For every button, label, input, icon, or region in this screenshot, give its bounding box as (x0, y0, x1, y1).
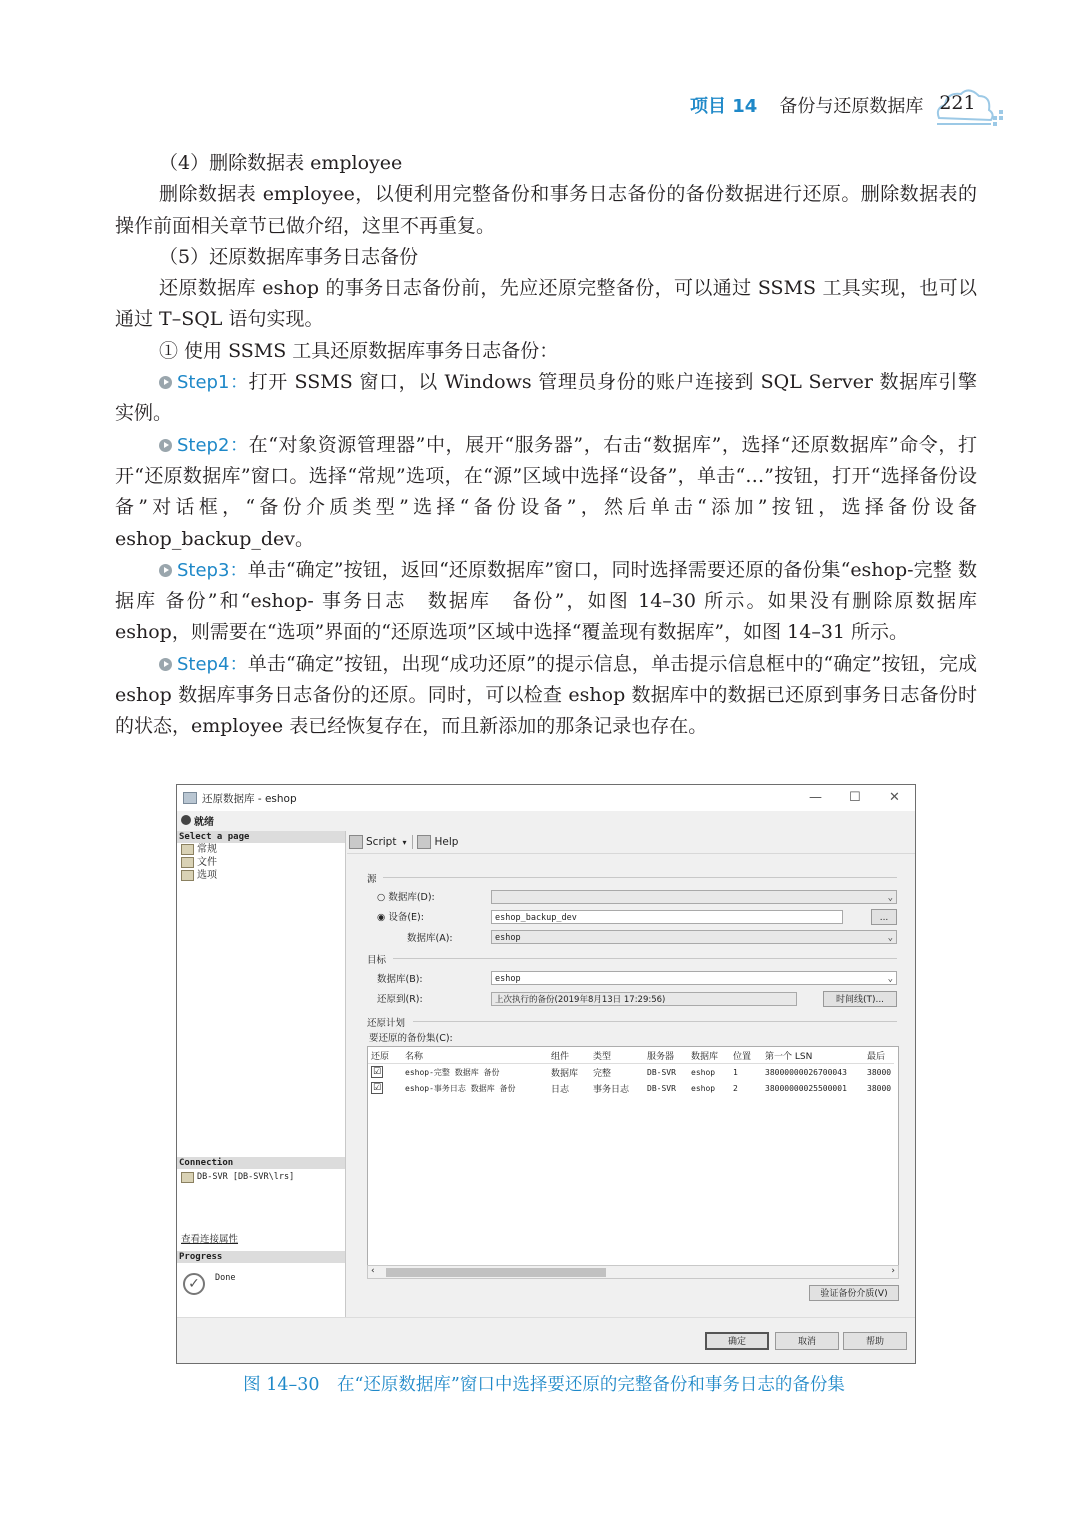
page-item-options[interactable] (177, 869, 345, 882)
table-row[interactable] (368, 1080, 894, 1096)
checkbox-icon: ☑ (372, 1083, 382, 1093)
column-header: 服务器 (647, 1051, 675, 1062)
restore-to-field: 上次执行的备份(2019年8月13日 17:29:56) (491, 992, 797, 1006)
cell-type: 事务日志 (593, 1084, 630, 1095)
cell-first-lsn: 38000000025500001 (765, 1083, 847, 1093)
restore-database-window (176, 784, 916, 1364)
radio-database[interactable]: ○ 数据库(D): (377, 892, 435, 903)
connection-value: DB-SVR [DB-SVR\lrs] (197, 1172, 295, 1182)
restore-to-label: 还原到(R): (377, 994, 423, 1005)
page-number: 221 (939, 92, 976, 114)
chevron-down-icon: ⌄ (887, 893, 893, 903)
table-row[interactable] (368, 1064, 894, 1081)
column-header: 最后 (867, 1051, 886, 1062)
page-item-files[interactable] (177, 856, 345, 869)
chevron-down-icon[interactable]: ▾ (402, 837, 407, 847)
step-bullet-icon (159, 376, 172, 389)
page-item-label: 选项 (197, 870, 217, 881)
ok-button[interactable]: 确定 (705, 1332, 769, 1350)
cell-last-lsn: 38000 (867, 1083, 892, 1093)
radio-device[interactable]: ◉ 设备(E): (377, 912, 424, 923)
page-item-label: 常规 (197, 844, 217, 855)
help-dialog-button[interactable]: 帮助 (843, 1332, 907, 1350)
verify-media-button[interactable]: 验证备份介质(V) (809, 1285, 899, 1301)
step-2-label: Step2： (177, 434, 249, 456)
horizontal-scrollbar[interactable] (367, 1265, 899, 1279)
select-page-header: Select a page (177, 831, 345, 843)
heading-4: （4）删除数据表 employee (159, 152, 403, 174)
toolbar-divider (412, 835, 413, 849)
view-connection-link[interactable]: 查看连接属性 (181, 1234, 239, 1245)
device-field[interactable]: eshop_backup_dev (491, 910, 843, 924)
step-1 (115, 367, 977, 430)
connection-section (177, 1157, 345, 1184)
step-3-label: Step3： (177, 559, 248, 581)
chevron-down-icon: ⌄ (887, 933, 893, 943)
help-button[interactable]: Help (434, 836, 459, 848)
column-header: 组件 (551, 1051, 570, 1062)
backup-sets-grid[interactable] (367, 1046, 899, 1278)
step-2 (115, 430, 977, 555)
window-titlebar (177, 785, 915, 811)
cancel-button[interactable]: 取消 (775, 1332, 839, 1350)
page-item-general[interactable] (177, 843, 345, 856)
target-divider (393, 958, 897, 959)
restore-checkbox[interactable] (368, 1080, 402, 1096)
left-pane (177, 831, 346, 1317)
step-3-text: 单击“确定”按钮，返回“还原数据库”窗口，同时选择需要还原的备份集“eshop-完整 数据库 备份”和“eshop- 事务日志 数据库 备份”，如图 14–30 所示。如果没有删除原数据库 eshop，则需要在“选项”界面的“还原选项”区域中选择“覆盖现有数据库”，如图 14–31 所示。 (115, 558, 977, 644)
scroll-right-icon[interactable]: › (891, 1266, 895, 1276)
cell-name: eshop-完整 数据库 备份 (405, 1067, 500, 1077)
step-2-text: 在“对象资源管理器”中，展开“服务器”，右击“数据库”，选择“还原数据库”命令，打开“还原数据库”窗口。选择“常规”选项，在“源”区域中选择“设备”，单击“…”按钮，打开“选择备份设备”对话框，“备份介质类型”选择“备份设备”，然后单击“添加”按钮，选择备份设备 eshop_backup_dev。 (115, 433, 977, 550)
cell-position: 1 (733, 1067, 738, 1077)
source-db-value: eshop (495, 933, 521, 943)
progress-section (177, 1251, 345, 1292)
step-1-label: Step1： (177, 372, 249, 394)
dialog-footer (177, 1317, 915, 1364)
plan-divider (413, 1021, 897, 1022)
progress-status: Done (215, 1273, 236, 1283)
source-db-select[interactable] (491, 930, 897, 944)
target-db-label: 数据库(B): (377, 974, 423, 985)
minimize-button[interactable]: — (809, 790, 822, 805)
step-4-text: 单击“确定”按钮，出现“成功还原”的提示信息，单击提示信息框中的“确定”按钮，完成 eshop 数据库事务日志备份的还原。同时，可以检查 eshop 数据库中的数据已还原到事务日志备份时的状态，employee 表已经恢复存在，而且新添加的那条记录也存在。 (115, 652, 977, 738)
chevron-down-icon: ⌄ (887, 974, 893, 984)
server-icon (181, 1172, 194, 1183)
radio-database-label: 数据库(D): (388, 892, 435, 903)
done-check-icon: ✓ (183, 1273, 205, 1295)
step-bullet-icon (159, 564, 172, 577)
checkbox-icon: ☑ (372, 1067, 382, 1077)
paragraph-ssms-intro: ① 使用 SSMS 工具还原数据库事务日志备份： (159, 339, 559, 362)
column-header: 类型 (593, 1051, 612, 1062)
step-4-label: Step4： (177, 653, 248, 675)
cell-first-lsn: 38000000026700043 (765, 1067, 847, 1077)
window-title: 还原数据库 - eshop (202, 792, 297, 805)
cell-server: DB-SVR (647, 1083, 676, 1093)
column-header: 位置 (733, 1051, 752, 1062)
maximize-button[interactable]: ☐ (849, 790, 861, 805)
source-db-label: 数据库(A): (407, 933, 453, 944)
timeline-button[interactable]: 时间线(T)... (823, 991, 897, 1007)
status-bar (177, 811, 915, 829)
toolbar (347, 831, 915, 854)
step-4 (115, 649, 977, 743)
cell-database: eshop (691, 1067, 716, 1077)
info-icon (181, 815, 191, 825)
page-icon (181, 844, 194, 855)
scroll-left-icon[interactable]: ‹ (371, 1266, 375, 1276)
source-divider (383, 877, 897, 878)
connection-header: Connection (177, 1157, 345, 1169)
page-number-badge (933, 88, 985, 122)
page-item-label: 文件 (197, 857, 217, 868)
script-icon (349, 835, 363, 849)
target-label: 目标 (367, 955, 387, 966)
cell-database: eshop (691, 1083, 716, 1093)
heading-5: （5）还原数据库事务日志备份 (159, 245, 419, 268)
cell-component: 数据库 (551, 1068, 579, 1079)
source-database-select[interactable] (491, 890, 897, 904)
step-bullet-icon (159, 439, 172, 452)
table-header-row (368, 1047, 894, 1064)
running-header (690, 88, 985, 122)
header-title: 备份与还原数据库 (779, 96, 924, 117)
column-header: 第一个 LSN (765, 1051, 813, 1062)
target-db-value: eshop (495, 974, 521, 984)
column-header: 数据库 (691, 1051, 719, 1062)
cell-last-lsn: 38000 (867, 1067, 892, 1077)
app-icon (183, 792, 197, 804)
backup-sets-table (368, 1047, 894, 1096)
browse-button[interactable]: ... (871, 909, 897, 925)
step-3 (115, 555, 977, 649)
status-text: 就绪 (194, 816, 214, 828)
page-icon (181, 870, 194, 881)
radio-device-label: 设备(E): (388, 912, 424, 923)
scrollbar-thumb[interactable] (386, 1268, 606, 1277)
restore-checkbox[interactable] (368, 1064, 402, 1081)
restore-plan-label: 还原计划 (367, 1018, 406, 1029)
progress-header: Progress (177, 1251, 345, 1263)
source-label: 源 (367, 874, 377, 885)
cell-server: DB-SVR (647, 1067, 676, 1077)
paragraph-restore-intro: 还原数据库 eshop 的事务日志备份前，先应还原完整备份，可以通过 SSMS 工具实现，也可以通过 T–SQL 语句实现。 (115, 277, 977, 331)
script-button[interactable]: Script (366, 836, 397, 848)
help-icon (417, 835, 431, 849)
close-button[interactable]: ✕ (889, 790, 900, 805)
header-project: 项目 14 (690, 96, 758, 117)
connection-item (177, 1171, 345, 1184)
target-db-select[interactable] (491, 971, 897, 985)
figure-caption: 图 14–30 在“还原数据库”窗口中选择要还原的完整备份和事务日志的备份集 (243, 1375, 845, 1395)
cell-type: 完整 (593, 1068, 612, 1079)
cell-name: eshop-事务日志 数据库 备份 (405, 1083, 516, 1093)
backup-sets-label: 要还原的备份集(C): (369, 1033, 453, 1044)
cell-component: 日志 (551, 1084, 570, 1095)
step-bullet-icon (159, 658, 172, 671)
cell-position: 2 (733, 1083, 738, 1093)
column-header: 还原 (371, 1051, 390, 1062)
column-header: 名称 (405, 1051, 424, 1062)
body-text (115, 148, 977, 743)
paragraph-delete: 删除数据表 employee，以便利用完整备份和事务日志备份的备份数据进行还原。删除数据表的操作前面相关章节已做介绍，这里不再重复。 (115, 183, 977, 237)
step-1-text: 打开 SSMS 窗口，以 Windows 管理员身份的账户连接到 SQL Server 数据库引擎实例。 (115, 371, 978, 425)
page-icon (181, 857, 194, 868)
